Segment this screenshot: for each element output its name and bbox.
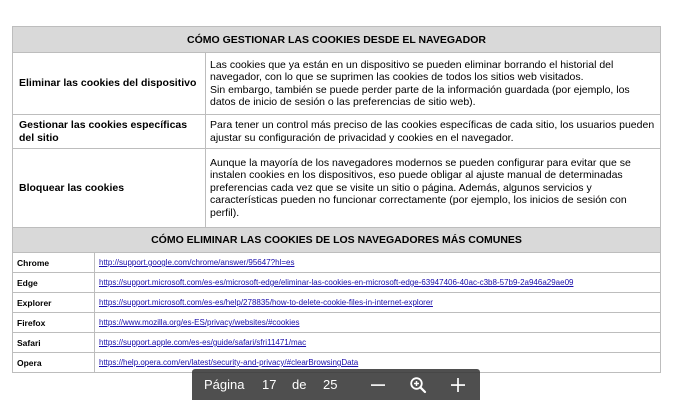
section-heading-row [13, 27, 661, 53]
browser-row [13, 273, 661, 293]
cookies-table [12, 26, 661, 373]
plus-button[interactable] [446, 373, 470, 396]
zoom-out-button[interactable] [366, 373, 390, 396]
browser-name: Firefox [13, 313, 95, 333]
row-label-delete: Eliminar las cookies del dispositivo [13, 53, 206, 115]
zoom-in-icon [409, 376, 427, 394]
section-heading-row [13, 228, 661, 253]
browser-link-explorer[interactable]: https://support.microsoft.com/es-es/help/278835/how-to-delete-cookie-files-in-internet-explorer [99, 298, 433, 307]
table-row [13, 149, 661, 228]
browser-name: Explorer [13, 293, 95, 313]
row-label-block: Bloquear las cookies [13, 149, 206, 228]
browser-name: Safari [13, 333, 95, 353]
total-pages: 25 [323, 377, 338, 392]
plus-icon [450, 377, 466, 393]
row-text-block: Aunque la mayoría de los navegadores modernos se pueden configurar para evitar que se instalen cookies en los dispositivos, eso puede obligar al ajuste manual de determinadas preferencias cada vez que se visite un sitio o página. Además, algunos servicios y características pueden no funcionar correctamente (por ejemplo, los inicios de sesión con perfil). [206, 149, 661, 228]
browser-row [13, 293, 661, 313]
browser-link-safari[interactable]: https://support.apple.com/es-es/guide/safari/sfri11471/mac [99, 338, 307, 347]
section-heading-manage: CÓMO GESTIONAR LAS COOKIES DESDE EL NAVEGADOR [13, 27, 661, 53]
table-row [13, 53, 661, 115]
browser-name: Chrome [13, 253, 95, 273]
browser-row [13, 313, 661, 333]
table-row [13, 115, 661, 149]
zoom-out-icon [370, 377, 386, 393]
browser-link-chrome[interactable]: http://support.google.com/chrome/answer/95647?hl=es [99, 258, 295, 267]
browser-name: Opera [13, 353, 95, 373]
browser-link-firefox[interactable]: https://www.mozilla.org/es-ES/privacy/websites/#cookies [99, 318, 300, 327]
row-text-manage-site: Para tener un control más preciso de las cookies específicas de cada sitio, los usuarios pueden ajustar su configuración de privacidad y cookies en el navegador. [206, 115, 661, 149]
browser-name: Edge [13, 273, 95, 293]
page-label: Página [204, 377, 245, 392]
browser-row [13, 253, 661, 273]
row-label-manage-site: Gestionar las cookies específicas del sitio [13, 115, 206, 149]
section-heading-browsers: CÓMO ELIMINAR LAS COOKIES DE LOS NAVEGADORES MÁS COMUNES [13, 228, 661, 253]
browser-link-edge[interactable]: https://support.microsoft.com/es-es/microsoft-edge/eliminar-las-cookies-en-microsoft-edge-63947406-40ac-c3b8-57b9-2a946a29ae09 [99, 278, 574, 287]
browser-row [13, 333, 661, 353]
browser-link-opera[interactable]: https://help.opera.com/en/latest/security-and-privacy/#clearBrowsingData [99, 358, 359, 367]
zoom-in-button[interactable] [406, 373, 430, 396]
row-text-delete [206, 53, 661, 115]
current-page-number[interactable]: 17 [262, 377, 277, 392]
row-text-delete-p1: Las cookies que ya están en un dispositivo se pueden eliminar borrando el historial del navegador, con lo que se suprimen las cookies de todos los sitios web visitados. [210, 58, 614, 83]
of-label: de [292, 377, 307, 392]
row-text-delete-p2: Sin embargo, también se puede perder parte de la información guardada (por ejemplo, los datos de inicio de sesión o las preferencias de sitio web). [210, 83, 630, 108]
page-navigation-toolbar [192, 369, 480, 400]
